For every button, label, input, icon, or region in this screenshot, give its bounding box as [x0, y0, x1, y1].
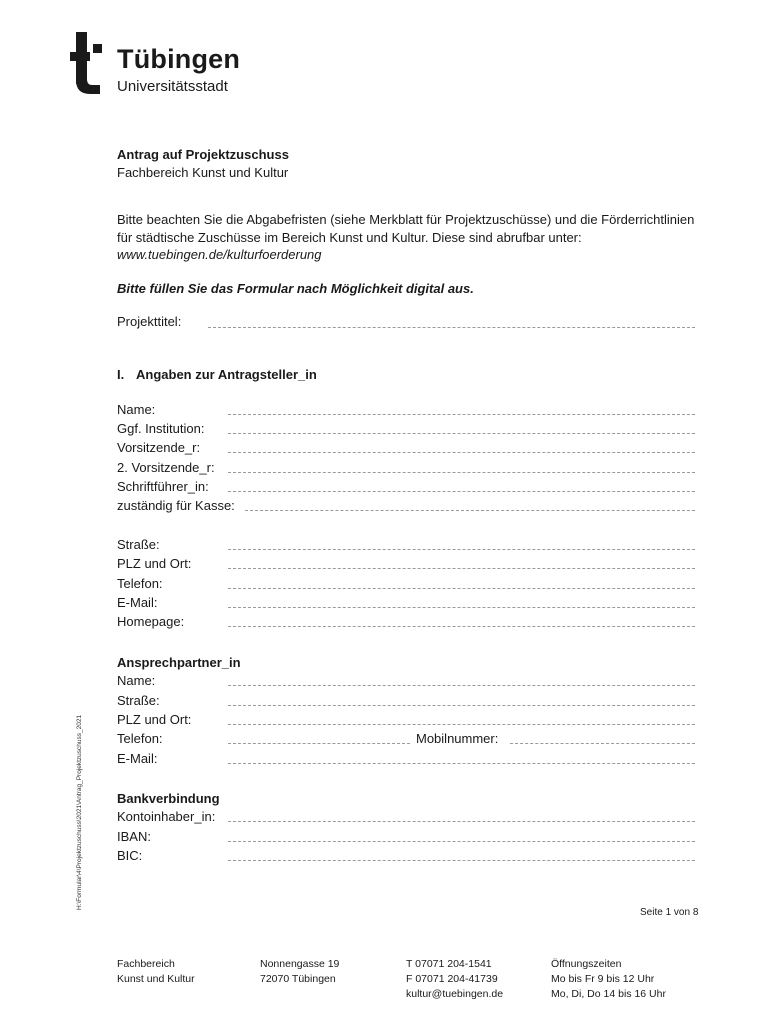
strasse-field[interactable] [228, 549, 695, 550]
contact-plz-label: PLZ und Ort: [117, 712, 192, 727]
vorsitzende-2-label: 2. Vorsitzende_r: [117, 460, 215, 475]
projekttitel-field[interactable] [208, 327, 695, 328]
footer-contact [406, 957, 503, 1002]
plz-ort-label: PLZ und Ort: [117, 556, 192, 571]
contact-strasse-field[interactable] [228, 705, 695, 706]
footer-line: 72070 Tübingen [260, 973, 336, 985]
vorsitzende-field[interactable] [228, 452, 695, 453]
mobile-field[interactable] [510, 743, 695, 744]
vorsitzende-2-field[interactable] [228, 472, 695, 473]
footer-department [117, 957, 195, 987]
footer-line: Mo bis Fr 9 bis 12 Uhr [551, 973, 655, 985]
logo-subtitle: Universitätsstadt [117, 78, 228, 95]
footer-address [260, 957, 339, 987]
footer-hours [551, 957, 666, 1002]
contact-name-field[interactable] [228, 685, 695, 686]
homepage-label: Homepage: [117, 614, 185, 629]
contact-email-field[interactable] [228, 763, 695, 764]
contact-telefon-field[interactable] [228, 743, 410, 744]
kasse-label: zuständig für Kasse: [117, 498, 235, 513]
logo-city-name: Tübingen [117, 44, 241, 74]
kasse-field[interactable] [245, 510, 695, 511]
name-label: Name: [117, 402, 156, 417]
file-path-sidebar: H:\Formular\4\Projektzuschuss\2021\Antrag_Projektzuschuss_2021 [76, 714, 83, 910]
form-subtitle: Fachbereich Kunst und Kultur [117, 165, 289, 180]
page-number: Seite 1 von 8 [640, 907, 699, 918]
contact-plz-field[interactable] [228, 724, 695, 725]
footer-line: Mo, Di, Do 14 bis 16 Uhr [551, 988, 666, 1000]
email-label: E-Mail: [117, 595, 158, 610]
contact-strasse-label: Straße: [117, 693, 160, 708]
iban-label: IBAN: [117, 829, 151, 844]
footer-line: Kunst und Kultur [117, 973, 195, 985]
bank-heading: Bankverbindung [117, 791, 220, 806]
digital-note: Bitte füllen Sie das Formular nach Möglichkeit digital aus. [117, 281, 474, 296]
intro-line-1: Bitte beachten Sie die Abgabefristen (siehe Merkblatt für Projektzuschüsse) und die Förderrichtlinien [117, 212, 695, 227]
footer-line: F 07071 204-41739 [406, 973, 498, 985]
section-1-heading: Angaben zur Antragsteller_in [136, 367, 317, 382]
tuebingen-logo-icon [70, 32, 104, 96]
intro-line-2: für städtische Zuschüsse im Bereich Kunst und Kultur. Diese sind abrufbar unter: [117, 230, 582, 245]
contact-telefon-label: Telefon: [117, 731, 163, 746]
institution-label: Ggf. Institution: [117, 421, 205, 436]
bic-field[interactable] [228, 860, 695, 861]
form-title: Antrag auf Projektzuschuss [117, 147, 289, 162]
section-1-number: I. [117, 367, 125, 382]
holder-field[interactable] [228, 821, 695, 822]
intro-link[interactable]: www.tuebingen.de/kulturfoerderung [117, 247, 322, 262]
iban-field[interactable] [228, 841, 695, 842]
vorsitzende-label: Vorsitzende_r: [117, 440, 201, 455]
contact-name-label: Name: [117, 673, 156, 688]
footer-line: T 07071 204-1541 [406, 958, 492, 970]
footer-line: Fachbereich [117, 958, 175, 970]
projekttitel-label: Projekttitel: [117, 314, 182, 329]
email-field[interactable] [228, 607, 695, 608]
contact-heading: Ansprechpartner_in [117, 655, 241, 670]
footer-email[interactable]: kultur@tuebingen.de [406, 988, 504, 1000]
contact-email-label: E-Mail: [117, 751, 158, 766]
name-field[interactable] [228, 414, 695, 415]
footer-line: Nonnengasse 19 [260, 958, 340, 970]
schriftfuehrer-label: Schriftführer_in: [117, 479, 209, 494]
mobile-label: Mobilnummer: [416, 731, 499, 746]
schriftfuehrer-field[interactable] [228, 491, 695, 492]
homepage-field[interactable] [228, 626, 695, 627]
holder-label: Kontoinhaber_in: [117, 809, 216, 824]
plz-ort-field[interactable] [228, 568, 695, 569]
strasse-label: Straße: [117, 537, 160, 552]
footer-line: Öffnungszeiten [551, 958, 622, 970]
bic-label: BIC: [117, 848, 143, 863]
institution-field[interactable] [228, 433, 695, 434]
telefon-label: Telefon: [117, 576, 163, 591]
telefon-field[interactable] [228, 588, 695, 589]
